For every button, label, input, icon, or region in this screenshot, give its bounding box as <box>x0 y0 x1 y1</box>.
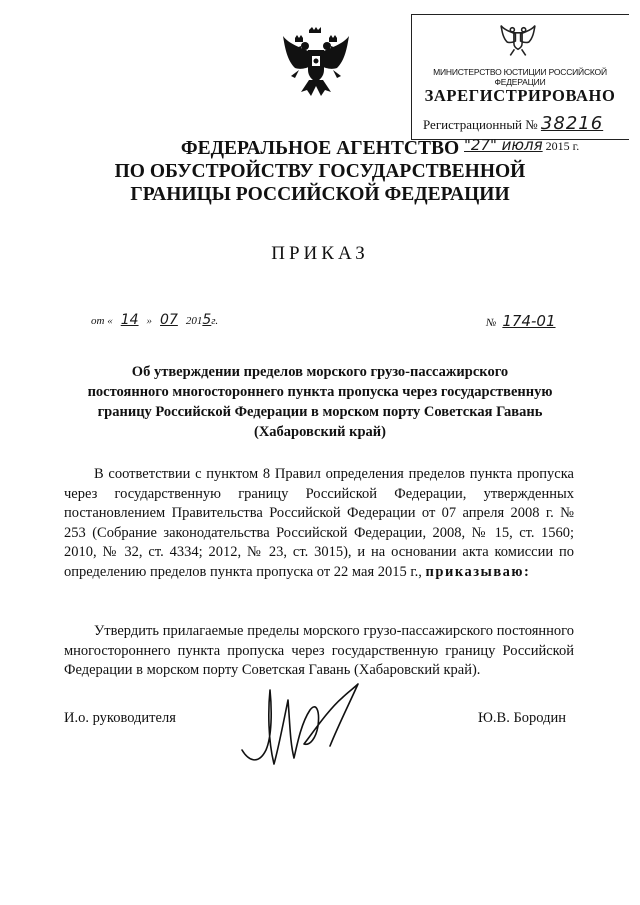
order-year-suffix: г. <box>211 315 219 327</box>
body-paragraph-1 <box>64 465 574 582</box>
double-headed-eagle-icon <box>281 26 351 98</box>
order-date <box>91 312 218 328</box>
agency-title-line: ПО ОБУСТРОЙСТВУ ГОСУДАРСТВЕННОЙ <box>114 161 526 182</box>
stamp-registration-line <box>423 113 603 134</box>
order-title: ПРИКАЗ <box>271 243 369 264</box>
subject-line: (Хабаровский край) <box>254 424 386 440</box>
stamp-date-year: 2015 г. <box>545 139 580 153</box>
order-year-prefix: 201 <box>185 315 203 327</box>
body-paragraph-1-text: В соответствии с пунктом 8 Правил определения пределов пункта пропуска через государственную границу Российской Федерации, утвержденных постановлением Правительства Российской Федерации от 07 апреля 2008 г. № 253 (Собрание законодательства Российской Федерации, 2008, № 15, ст. 1560; 2010, № 32, ст. 4334; 2012, № 23, ст. 3015), и на основании акта комиссии по определению пределов пункта пропуска от 22 мая 2015 г., <box>64 466 574 580</box>
order-subject <box>80 362 560 442</box>
order-day-close: » <box>146 315 153 327</box>
stamp-ministry-name: МИНИСТЕРСТВО ЮСТИЦИИ РОССИЙСКОЙ ФЕДЕРАЦИИ <box>433 67 607 87</box>
stamp-date <box>464 136 579 154</box>
subject-line: границу Российской Федерации в морском порту Советская Гавань <box>97 404 543 420</box>
order-number <box>486 312 556 330</box>
order-month: 07 <box>160 312 178 328</box>
order-number-value: 174-01 <box>502 312 556 330</box>
order-number-prefix: № <box>486 317 497 329</box>
stamp-status: ЗАРЕГИСТРИРОВАНО <box>424 86 616 105</box>
signatory-name: Ю.В. Бородин <box>478 710 567 726</box>
stamp-date-handwritten: "27" июля <box>464 136 543 154</box>
agency-title-line: ФЕДЕРАЛЬНОЕ АГЕНТСТВО <box>180 138 460 159</box>
handwritten-signature <box>238 680 368 775</box>
order-directive: приказываю: <box>425 563 531 580</box>
stamp-reg-number: 38216 <box>540 113 604 134</box>
subject-line: Об утверждении пределов морского грузо-пассажирского <box>131 364 509 380</box>
stamp-eagle-icon <box>500 19 536 59</box>
body-paragraph-2: Утвердить прилагаемые пределы морского грузо-пассажирского постоянного многостороннего пункта пропуска через государственную границу Российской Федерации в морском порту Советская Гавань (Хабаровский край). <box>64 623 574 678</box>
agency-title-line: ГРАНИЦЫ РОССИЙСКОЙ ФЕДЕРАЦИИ <box>130 184 510 205</box>
order-day: 14 <box>120 312 139 328</box>
order-year-digit: 5 <box>202 312 212 328</box>
order-date-prefix: от « <box>91 315 113 327</box>
subject-line: постоянного многостороннего пункта пропуска через государственную <box>87 384 553 400</box>
signatory-role: И.о. руководителя <box>64 710 176 726</box>
stamp-reg-label: Регистрационный № <box>423 117 538 132</box>
